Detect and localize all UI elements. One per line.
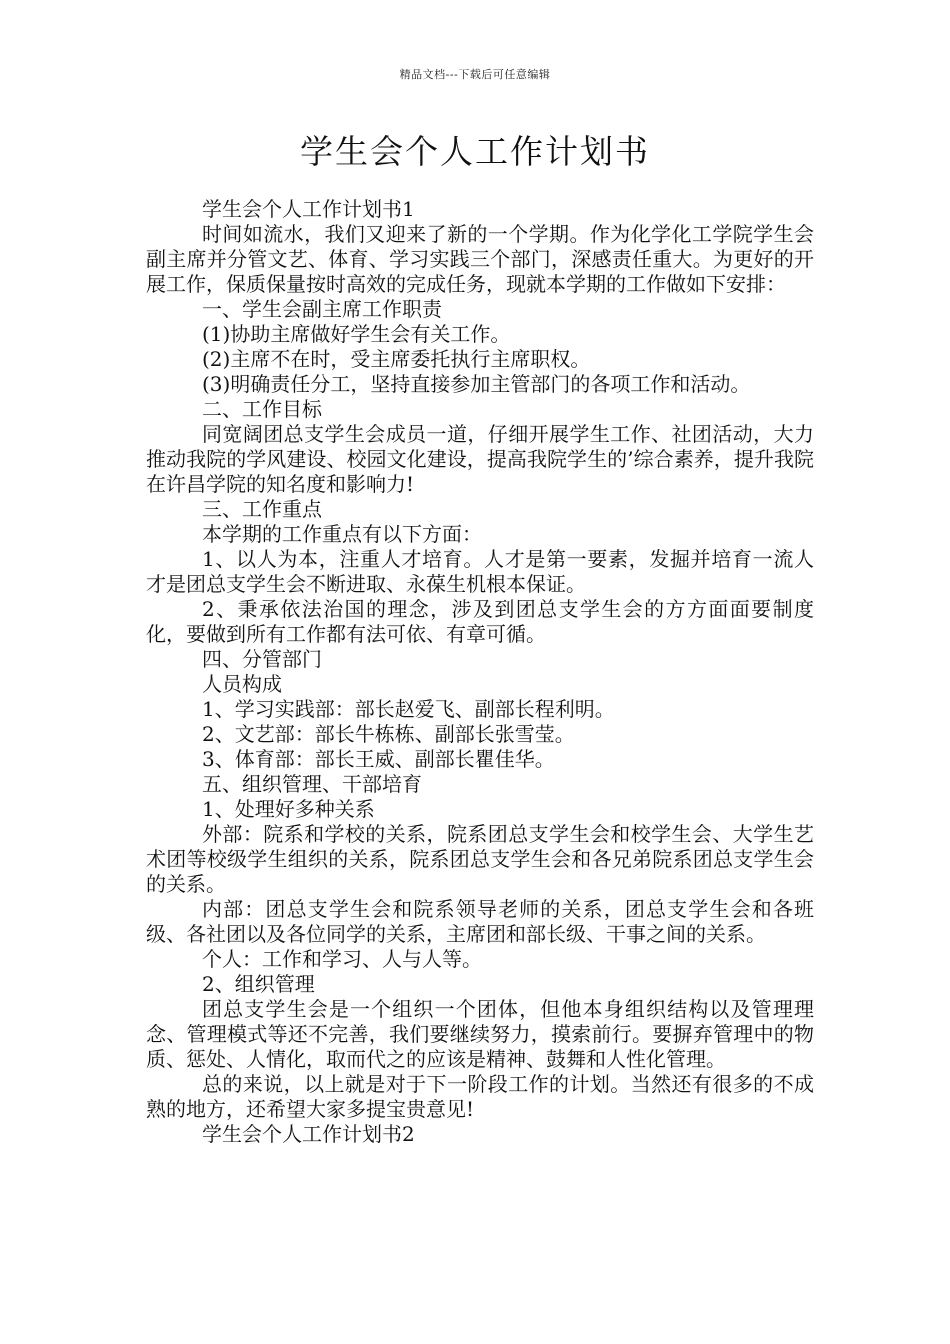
duty-item-2: (2)主席不在时，受主席委托执行主席职权。 — [202, 347, 591, 371]
section-heading-goals: 二、工作目标 — [202, 397, 322, 421]
external-relations-paragraph: 外部：院系和学校的关系，院系团总支学生会和校学生会、大学生艺术团等校级学生组织的关系，院系团总支学生会和各兄弟院系团总支学生会的关系。 — [146, 822, 814, 896]
duty-item-1: (1)协助主席做好学生会有关工作。 — [202, 322, 511, 346]
section-heading-plan-2: 学生会个人工作计划书2 — [202, 1122, 415, 1146]
intro-paragraph: 时间如流水，我们又迎来了新的一个学期。作为化学化工学院学生会副主席并分管文艺、体育、学习实践三个部门，深感责任重大。为更好的开展工作，保质保量按时高效的完成任务，现就本学期的工作做如下安排： — [146, 222, 814, 296]
department-item-3: 3、体育部：部长王威、副部长瞿佳华。 — [202, 747, 555, 771]
personal-relations-paragraph: 个人：工作和学习、人与人等。 — [202, 947, 482, 971]
management-subheading-1: 1、处理好多种关系 — [202, 797, 375, 821]
focus-item-1: 1、以人为本，注重人才培育。人才是第一要素，发掘并培育一流人才是团总支学生会不断进取、永葆生机根本保证。 — [146, 547, 814, 596]
section-heading-duties: 一、学生会副主席工作职责 — [202, 297, 442, 321]
header-note: 精品文档---下载后可任意编辑 — [399, 68, 551, 81]
focus-intro: 本学期的工作重点有以下方面： — [202, 522, 482, 546]
focus-item-2: 2、秉承依法治国的理念，涉及到团总支学生会的方方面面要制度化，要做到所有工作都有法可依、有章可循。 — [146, 597, 814, 646]
organization-paragraph: 团总支学生会是一个组织一个团体，但他本身组织结构以及管理理念、管理模式等还不完善，我们要继续努力，摸索前行。要摒弃管理中的物质、惩处、人情化，取而代之的应该是精神、鼓舞和人性化管理。 — [146, 997, 814, 1071]
section-heading-departments: 四、分管部门 — [202, 647, 322, 671]
section-heading-focus: 三、工作重点 — [202, 497, 322, 521]
internal-relations-paragraph: 内部：团总支学生会和院系领导老师的关系，团总支学生会和各班级、各社团以及各位同学的关系，主席团和部长级、干事之间的关系。 — [146, 897, 814, 946]
management-subheading-2: 2、组织管理 — [202, 972, 315, 996]
document-title: 学生会个人工作计划书 — [300, 132, 650, 171]
department-item-2: 2、文艺部：部长牛栋栋、副部长张雪莹。 — [202, 722, 575, 746]
goals-paragraph: 同宽阔团总支学生会成员一道，仔细开展学生工作、社团活动，大力推动我院的学风建设、校园文化建设，提高我院学生的’综合素养，提升我院在许昌学院的知名度和影响力! — [146, 422, 814, 496]
staff-heading: 人员构成 — [202, 672, 282, 696]
duty-item-3: (3)明确责任分工，坚持直接参加主管部门的各项工作和活动。 — [202, 372, 751, 396]
document-body — [146, 197, 814, 1147]
conclusion-paragraph: 总的来说，以上就是对于下一阶段工作的计划。当然还有很多的不成熟的地方，还希望大家多提宝贵意见! — [146, 1072, 814, 1121]
section-heading-management: 五、组织管理、干部培育 — [202, 772, 422, 796]
section-heading-plan-1: 学生会个人工作计划书1 — [202, 197, 415, 221]
department-item-1: 1、学习实践部：部长赵爱飞、副部长程利明。 — [202, 697, 615, 721]
